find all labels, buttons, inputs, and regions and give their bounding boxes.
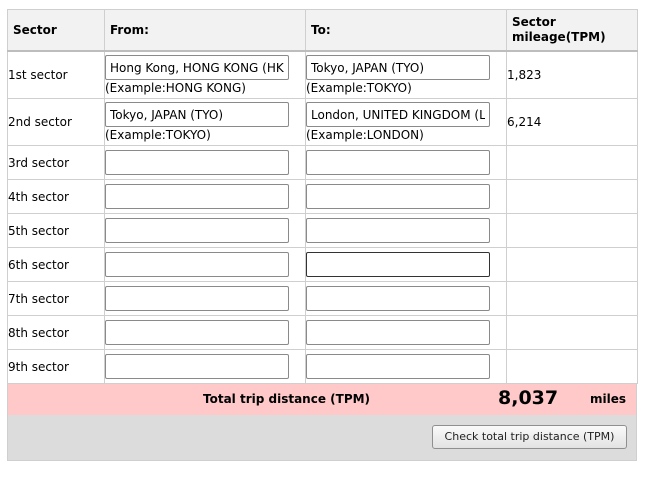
table-row <box>8 316 638 350</box>
from-input-1[interactable] <box>105 55 289 80</box>
sector-mileage-2: 6,214 <box>507 99 638 146</box>
sector-mileage-6 <box>507 248 638 282</box>
from-input-2[interactable] <box>105 102 289 127</box>
sector-mileage-3 <box>507 146 638 180</box>
sector-mileage-9 <box>507 350 638 384</box>
table-row <box>8 180 638 214</box>
table-row <box>8 99 638 146</box>
sector-label: 3rd sector <box>8 146 105 180</box>
to-example-1: (Example:TOKYO) <box>306 81 412 95</box>
from-input-4[interactable] <box>105 184 289 209</box>
sector-mileage-1: 1,823 <box>507 51 638 99</box>
table-row <box>8 51 638 99</box>
to-input-8[interactable] <box>306 320 490 345</box>
tpm-calculator <box>7 9 637 461</box>
table-header-row <box>8 10 638 52</box>
sector-label: 1st sector <box>8 51 105 99</box>
total-unit: miles <box>590 392 627 406</box>
from-input-7[interactable] <box>105 286 289 311</box>
from-input-3[interactable] <box>105 150 289 175</box>
from-input-8[interactable] <box>105 320 289 345</box>
header-mileage: Sector mileage(TPM) <box>507 10 638 52</box>
sector-label: 4th sector <box>8 180 105 214</box>
to-input-4[interactable] <box>306 184 490 209</box>
total-label: Total trip distance (TPM) <box>203 392 371 406</box>
sector-mileage-5 <box>507 214 638 248</box>
table-row <box>8 282 638 316</box>
table-row <box>8 248 638 282</box>
from-input-9[interactable] <box>105 354 289 379</box>
header-from: From: <box>105 10 306 52</box>
table-row <box>8 146 638 180</box>
to-input-1[interactable] <box>306 55 490 80</box>
to-example-2: (Example:LONDON) <box>306 128 424 142</box>
from-input-5[interactable] <box>105 218 289 243</box>
sector-table <box>7 9 638 384</box>
header-sector: Sector <box>8 10 105 52</box>
table-row <box>8 350 638 384</box>
to-input-7[interactable] <box>306 286 490 311</box>
total-value: 8,037 <box>498 387 559 409</box>
sector-label: 9th sector <box>8 350 105 384</box>
sector-mileage-8 <box>507 316 638 350</box>
from-example-1: (Example:HONG KONG) <box>105 81 246 95</box>
to-input-5[interactable] <box>306 218 490 243</box>
check-total-distance-button[interactable]: Check total trip distance (TPM) <box>432 425 627 449</box>
table-row <box>8 214 638 248</box>
from-example-2: (Example:TOKYO) <box>105 128 211 142</box>
sector-mileage-7 <box>507 282 638 316</box>
to-input-3[interactable] <box>306 150 490 175</box>
total-trip-distance-row <box>7 384 637 415</box>
sector-label: 5th sector <box>8 214 105 248</box>
to-input-9[interactable] <box>306 354 490 379</box>
to-input-6[interactable] <box>306 252 490 277</box>
sector-mileage-4 <box>507 180 638 214</box>
button-bar <box>7 415 637 461</box>
sector-label: 8th sector <box>8 316 105 350</box>
sector-label: 2nd sector <box>8 99 105 146</box>
sector-label: 6th sector <box>8 248 105 282</box>
from-input-6[interactable] <box>105 252 289 277</box>
to-input-2[interactable] <box>306 102 490 127</box>
sector-label: 7th sector <box>8 282 105 316</box>
header-to: To: <box>306 10 507 52</box>
